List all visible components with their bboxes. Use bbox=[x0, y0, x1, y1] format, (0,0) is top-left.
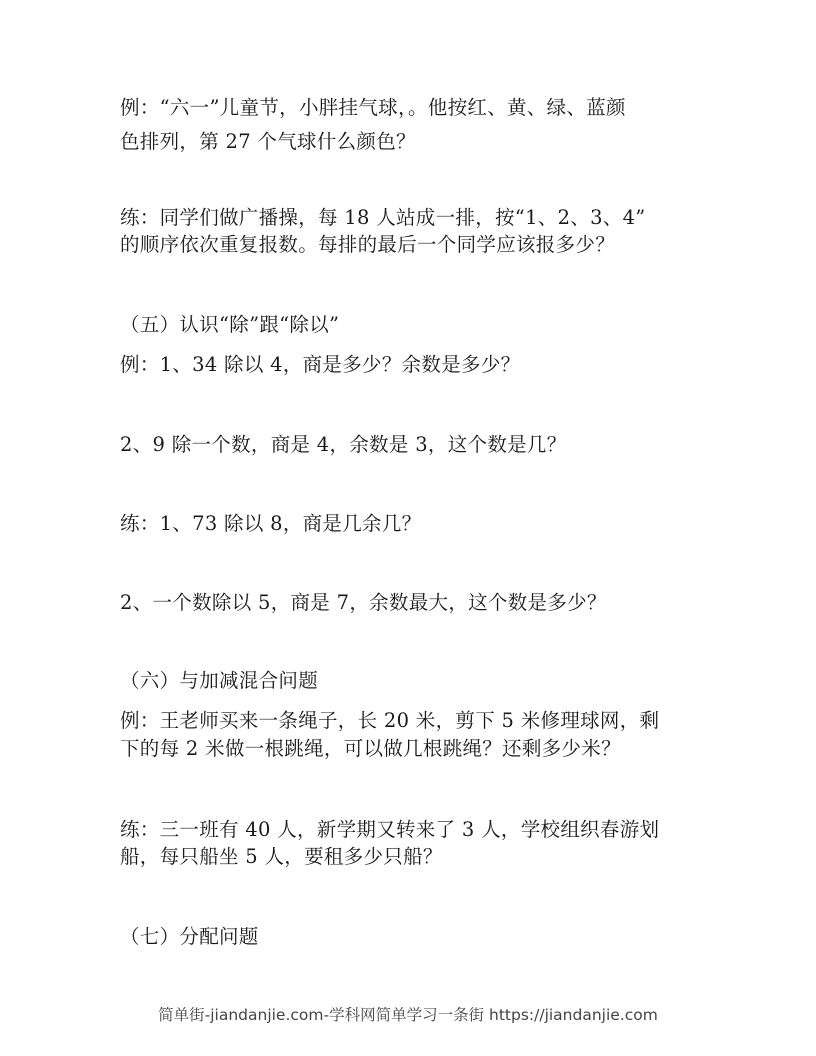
practice-boat-line-1: 练：三一班有 40 人，新学期又转来了 3 人，学校组织春游划 bbox=[120, 818, 660, 841]
practice-division-line-1: 练：1、73 除以 8，商是几余几？ bbox=[120, 512, 422, 535]
practice-boat-line-2: 船，每只船坐 5 人，要租多少只船？ bbox=[120, 845, 443, 868]
example-rope-line-1: 例：王老师买来一条绳子，长 20 米，剪下 5 米修理球网，剩 bbox=[120, 709, 660, 732]
practice-broadcast-line-1: 练：同学们做广播操，每 18 人站成一排，按“1、2、3、4” bbox=[120, 206, 646, 229]
footer-watermark-text: 简单街-jiandanjie.com-学科网简单学习一条街 https://jiandanjie.com bbox=[158, 1006, 658, 1024]
example-division-line-1: 例：1、34 除以 4，商是多少？余数是多少？ bbox=[120, 353, 521, 376]
practice-division-line-2: 2、一个数除以 5，商是 7，余数最大，这个数是多少？ bbox=[120, 591, 607, 614]
section-five-heading: （五）认识“除”跟“除以” bbox=[120, 313, 340, 336]
practice-broadcast-line-2: 的顺序依次重复报数。每排的最后一个同学应该报多少？ bbox=[120, 233, 616, 256]
example-rope-line-2: 下的每 2 米做一根跳绳，可以做几根跳绳？还剩多少米？ bbox=[120, 737, 621, 760]
section-seven-heading: （七）分配问题 bbox=[120, 925, 259, 948]
example-balloon-line-2: 色排列，第 27 个气球什么颜色？ bbox=[120, 130, 416, 153]
example-balloon-line-1: 例：“六一”儿童节，小胖挂气球，。他按红、黄、绿、蓝颜 bbox=[120, 96, 626, 119]
example-division-line-2: 2、9 除一个数，商是 4，余数是 3，这个数是几？ bbox=[120, 433, 567, 456]
section-six-heading: （六）与加减混合问题 bbox=[120, 669, 319, 692]
